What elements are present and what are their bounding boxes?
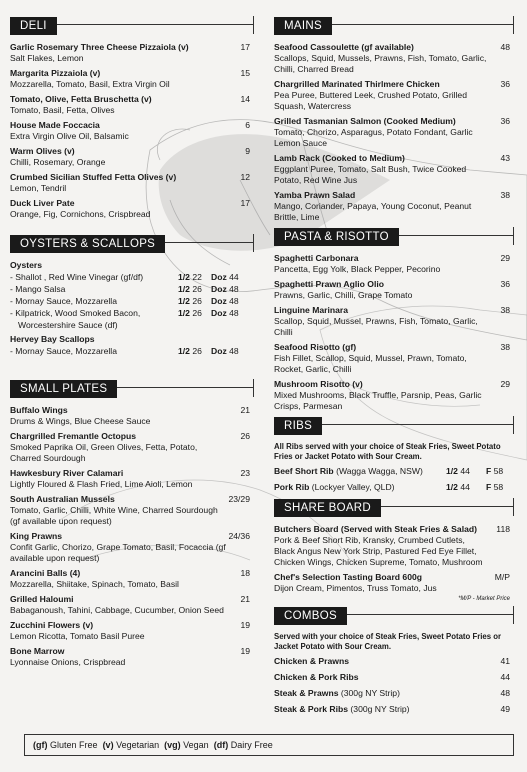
half-dozen-price	[178, 283, 202, 295]
item-description: Prawns, Garlic, Chilli, Grape Tomato	[274, 290, 413, 300]
half-price: 22	[192, 272, 202, 282]
item-description: Orange, Fig, Cornichons, Crispbread	[10, 209, 151, 219]
section-header	[274, 498, 514, 518]
legend-code: (df)	[213, 740, 229, 750]
legend-code: (gf)	[33, 740, 48, 750]
section-header	[10, 16, 254, 36]
menu-item	[10, 494, 254, 527]
half-dozen-price	[178, 307, 202, 319]
mains-section	[274, 16, 514, 223]
item-price: 29	[500, 379, 510, 389]
item-price: 36	[500, 279, 510, 289]
menu-item	[10, 568, 254, 590]
item-name: Tomato, Olive, Fetta Bruschetta (v)	[10, 94, 152, 104]
oyster-row	[10, 271, 254, 283]
item-price: 15	[240, 68, 250, 78]
item-price: 36	[500, 79, 510, 89]
full-rack-price	[486, 482, 503, 493]
rib-title: Beef Short Rib	[274, 466, 334, 476]
item-description: Pancetta, Egg Yolk, Black Pepper, Pecorino	[274, 264, 441, 274]
section-title: OYSTERS & SCALLOPS	[10, 235, 165, 253]
dozen-value: 48	[229, 284, 239, 294]
half-label: 1/2	[178, 346, 190, 356]
item-description: Tomato, Chorizo, Asparagus, Potato Fondant, Garlic Lemon Sauce	[274, 127, 473, 148]
item-name: Hawkesbury River Calamari	[10, 468, 124, 478]
section-title: PASTA & RISOTTO	[274, 228, 399, 246]
half-label: 1/2	[178, 308, 190, 318]
oyster-row	[10, 295, 254, 307]
menu-item	[10, 646, 254, 668]
oysters-section	[10, 234, 254, 357]
item-name: Linguine Marinara	[274, 305, 349, 315]
item-description: Drums & Wings, Blue Cheese Sauce	[10, 416, 151, 426]
left-column	[10, 16, 254, 672]
full-label: F	[486, 466, 492, 476]
item-price: 17	[240, 42, 250, 52]
item-name: Arancini Balls (4)	[10, 568, 81, 578]
dozen-value: 44	[229, 272, 239, 282]
item-name: South Australian Mussels	[10, 494, 115, 504]
item-name: Garlic Rosemary Three Cheese Pizzaiola (v)	[10, 42, 189, 52]
item-description: Mixed Mushrooms, Black Truffle, Parsnip, Peas, Garlic Crisps, Parmesan	[274, 390, 482, 411]
item-description: Lyonnaise Onions, Crispbread	[10, 657, 126, 667]
item-price: M/P	[494, 572, 510, 582]
oysters-subtitle: Oysters	[10, 260, 43, 270]
pasta-section	[274, 227, 514, 412]
item-description: Salt Flakes, Lemon	[10, 53, 84, 63]
scallops-list	[10, 345, 254, 357]
half-label: 1/2	[178, 284, 190, 294]
menu-item	[274, 79, 514, 112]
menu-item	[10, 198, 254, 220]
item-name: Duck Liver Pate	[10, 198, 75, 208]
item-name: Chargrilled Fremantle Octopus	[10, 431, 137, 441]
item-price: 14	[240, 94, 250, 104]
item-price: 17	[240, 198, 250, 208]
rib-name	[274, 482, 395, 492]
section-title: SMALL PLATES	[10, 380, 117, 398]
item-price: 6	[245, 120, 250, 130]
combo-spec: (300g NY Strip)	[340, 688, 400, 698]
item-name: Bone Marrow	[10, 646, 65, 656]
combo-price: 41	[500, 656, 510, 666]
legend-label: Vegan	[183, 740, 209, 750]
menu-item	[10, 120, 254, 142]
item-price: 38	[500, 342, 510, 352]
section-title: DELI	[10, 17, 57, 35]
item-price: 12	[240, 172, 250, 182]
item-description: Mango, Coriander, Papaya, Young Coconut, Peanut Brittle, Lime	[274, 201, 472, 222]
oyster-label: - Shallot , Red Wine Vinegar (gf/df)	[10, 272, 144, 282]
dozen-label: Doz	[211, 296, 227, 306]
dozen-label: Doz	[211, 284, 227, 294]
dietary-legend	[24, 734, 514, 756]
combo-price: 44	[500, 672, 510, 682]
item-price: 48	[500, 42, 510, 52]
half-rack-price	[446, 466, 470, 477]
ribs-list	[274, 466, 514, 493]
dozen-value: 48	[229, 296, 239, 306]
item-price: 36	[500, 116, 510, 126]
menu-item	[10, 594, 254, 616]
mains-list	[274, 42, 514, 223]
item-name: Zucchini Flowers (v)	[10, 620, 94, 630]
section-title: RIBS	[274, 417, 322, 435]
item-description: Mozzarella, Shiitake, Spinach, Tomato, Basil	[10, 579, 179, 589]
item-price: 26	[240, 431, 250, 441]
half-price: 26	[192, 296, 202, 306]
menu-item	[10, 531, 254, 564]
item-name: Lamb Rack (Cooked to Medium)	[274, 153, 405, 163]
deli-list	[10, 42, 254, 220]
combos-note: Served with your choice of Steak Fries, Sweet Potato Fries or Jacket Potato with Sour Cream.	[274, 632, 502, 651]
item-name: Butchers Board (Served with Steak Fries & Salad)	[274, 524, 477, 534]
item-price: 18	[240, 568, 250, 578]
menu-item	[274, 116, 514, 149]
combo-name: Steak & Pork Ribs	[274, 704, 349, 714]
item-name: Buffalo Wings	[10, 405, 68, 415]
dozen-price	[211, 345, 239, 357]
oyster-row-continued	[10, 319, 254, 331]
oyster-row	[10, 307, 254, 319]
dozen-label: Doz	[211, 308, 227, 318]
item-name: Chargrilled Marinated Thirlmere Chicken	[274, 79, 440, 89]
half-label: 1/2	[446, 482, 458, 492]
ribs-section	[274, 416, 514, 493]
half-rack-price	[446, 482, 470, 493]
item-price: 29	[500, 253, 510, 263]
item-description: Scallop, Squid, Mussel, Prawns, Fish, Tomato, Garlic, Chilli	[274, 316, 478, 337]
item-description: Eggplant Puree, Tomato, Salt Bush, Twice Cooked Potato, Red Wine Jus	[274, 164, 467, 185]
menu-item	[10, 620, 254, 642]
rib-title: Pork Rib	[274, 482, 310, 492]
full-price: 58	[493, 466, 504, 476]
item-name: Spaghetti Carbonara	[274, 253, 359, 263]
item-description: Mozzarella, Tomato, Basil, Extra Virgin Oil	[10, 79, 170, 89]
dozen-value: 48	[229, 346, 239, 356]
item-name: Crumbed Sicilian Stuffed Fetta Olives (v)	[10, 172, 177, 182]
deli-section	[10, 16, 254, 220]
item-name: Spaghetti Prawn Aglio Olio	[274, 279, 384, 289]
combo-name: Steak & Prawns	[274, 688, 339, 698]
section-title: MAINS	[274, 17, 332, 35]
legend-label: Vegetarian	[116, 740, 160, 750]
menu-item	[10, 146, 254, 168]
item-price: 43	[500, 153, 510, 163]
item-price: 38	[500, 305, 510, 315]
menu-item	[10, 405, 254, 427]
section-title: COMBOS	[274, 607, 347, 625]
menu-item	[10, 468, 254, 490]
rib-origin: (Wagga Wagga, NSW)	[336, 466, 423, 476]
half-price: 44	[460, 482, 470, 492]
half-dozen-price	[178, 345, 202, 357]
legend-code: (v)	[102, 740, 114, 750]
item-price: 21	[240, 405, 250, 415]
item-description: Tomato, Garlic, Chilli, White Wine, Charred Sourdough (gf available upon request)	[10, 505, 218, 526]
item-name: Grilled Haloumi	[10, 594, 74, 604]
dozen-value: 48	[229, 308, 239, 318]
oyster-row	[10, 345, 254, 357]
item-price: 38	[500, 190, 510, 200]
item-description: Dijon Cream, Pimentos, Truss Tomato, Jus	[274, 583, 437, 593]
oysters-list	[10, 271, 254, 331]
combos-section	[274, 606, 514, 715]
half-label: 1/2	[446, 466, 458, 476]
item-description: Smoked Paprika Oil, Green Olives, Fetta, Potato, Charred Sourdough	[10, 442, 198, 463]
menu-item	[274, 524, 514, 568]
dozen-label: Doz	[211, 272, 227, 282]
oyster-label: - Mornay Sauce, Mozzarella	[10, 346, 117, 356]
menu-item	[274, 190, 514, 223]
oyster-row	[10, 283, 254, 295]
item-description: Tomato, Basil, Fetta, Olives	[10, 105, 115, 115]
item-price: 21	[240, 594, 250, 604]
scallops-subtitle: Hervey Bay Scallops	[10, 334, 95, 344]
right-column	[274, 16, 514, 720]
dozen-label: Doz	[211, 346, 227, 356]
rib-name	[274, 466, 423, 476]
item-name: House Made Foccacia	[10, 120, 100, 130]
item-price: 23	[240, 468, 250, 478]
item-description: Lemon Ricotta, Tomato Basil Puree	[10, 631, 145, 641]
section-title: SHARE BOARD	[274, 499, 381, 517]
item-name: Mushroom Risotto (v)	[274, 379, 363, 389]
legend-label: Dairy Free	[230, 740, 273, 750]
menu-item	[274, 42, 514, 75]
rib-item	[274, 482, 514, 493]
ribs-note: All Ribs served with your choice of Steak Fries, Sweet Potato Fries or Jacket Potato with Sour Cream.	[274, 442, 501, 461]
menu-item	[274, 342, 514, 375]
combo-item	[274, 688, 514, 699]
rib-item	[274, 466, 514, 477]
dozen-price	[211, 271, 239, 283]
item-description: Fish Fillet, Scallop, Squid, Mussel, Prawn, Tomato, Rocket, Garlic, Chilli	[274, 353, 467, 374]
item-description: Lightly Floured & Flash Fried, Lime Aioli, Lemon	[10, 479, 193, 489]
item-description: Pork & Beef Short Rib, Kransky, Crumbed Cutlets, Black Angus New York Strip, Pastured Fed Eye Fillet, Chicken Wings, Chicken Supreme, Tomato, Mushroom	[274, 535, 483, 567]
half-dozen-price	[178, 271, 202, 283]
oyster-label: Worcestershire Sauce (df)	[18, 320, 118, 330]
half-price: 26	[192, 308, 202, 318]
menu-item	[10, 431, 254, 464]
oyster-label: - Mornay Sauce, Mozzarella	[10, 296, 117, 306]
item-name: Seafood Risotto (gf)	[274, 342, 357, 352]
dozen-price	[211, 283, 239, 295]
section-header	[10, 234, 254, 254]
half-price: 26	[192, 284, 202, 294]
section-header	[274, 227, 514, 247]
menu-item	[274, 305, 514, 338]
item-description: Pea Puree, Buttered Leek, Crushed Potato, Grilled Squash, Watercress	[274, 90, 467, 111]
half-label: 1/2	[178, 296, 190, 306]
menu-item	[10, 68, 254, 90]
section-header	[10, 379, 254, 399]
item-price: 23/29	[228, 494, 250, 504]
item-name: Chef's Selection Tasting Board 600g	[274, 572, 423, 582]
pasta-list	[274, 253, 514, 412]
combos-list	[274, 656, 514, 715]
market-price-note: *M/P - Market Price	[458, 596, 510, 602]
legend-label: Gluten Free	[50, 740, 98, 750]
item-name: Margarita Pizzaiola (v)	[10, 68, 101, 78]
item-name: Yamba Prawn Salad	[274, 190, 356, 200]
item-name: Seafood Cassoulette (gf available)	[274, 42, 414, 52]
half-price: 26	[192, 346, 202, 356]
small-plates-list	[10, 405, 254, 668]
menu-item	[10, 94, 254, 116]
menu-item	[274, 572, 514, 594]
share-board-section	[274, 498, 514, 602]
dozen-price	[211, 295, 239, 307]
oyster-label: - Kilpatrick, Wood Smoked Bacon,	[10, 308, 141, 318]
oyster-label: - Mango Salsa	[10, 284, 66, 294]
combo-item	[274, 656, 514, 667]
section-header	[274, 16, 514, 36]
item-price: 19	[240, 646, 250, 656]
dozen-price	[211, 307, 239, 319]
item-name: Warm Olives (v)	[10, 146, 75, 156]
item-description: Confit Garlic, Chorizo, Grape Tomato, Basil, Focaccia (gf available upon request)	[10, 542, 226, 563]
combo-price: 49	[500, 704, 510, 714]
half-price: 44	[460, 466, 470, 476]
item-description: Lemon, Tendril	[10, 183, 67, 193]
item-description: Scallops, Squid, Mussels, Prawns, Fish, Tomato, Garlic, Chilli, Charred Bread	[274, 53, 487, 74]
item-price: 19	[240, 620, 250, 630]
legend-code: (vg)	[164, 740, 181, 750]
item-description: Extra Virgin Olive Oil, Balsamic	[10, 131, 129, 141]
small-plates-section	[10, 379, 254, 668]
item-name: Grilled Tasmanian Salmon (Cooked Medium)	[274, 116, 456, 126]
combo-name: Chicken & Pork Ribs	[274, 672, 359, 682]
combo-spec: (300g NY Strip)	[350, 704, 410, 714]
combo-price: 48	[500, 688, 510, 698]
menu-item	[10, 172, 254, 194]
menu-item	[10, 42, 254, 64]
combo-name: Chicken & Prawns	[274, 656, 349, 666]
combo-item	[274, 704, 514, 715]
full-rack-price	[486, 466, 503, 477]
share-board-list	[274, 524, 514, 594]
menu-item	[274, 153, 514, 186]
item-description: Chilli, Rosemary, Orange	[10, 157, 106, 167]
item-price: 118	[496, 524, 510, 534]
section-header	[274, 416, 514, 436]
item-price: 24/36	[228, 531, 250, 541]
menu-item	[274, 279, 514, 301]
menu-item	[274, 379, 514, 412]
half-dozen-price	[178, 295, 202, 307]
full-label: F	[486, 482, 492, 492]
rib-origin: (Lockyer Valley, QLD)	[311, 482, 395, 492]
menu-item	[274, 253, 514, 275]
half-label: 1/2	[178, 272, 190, 282]
section-header	[274, 606, 514, 626]
item-description: Babaganoush, Tahini, Cabbage, Cucumber, Onion Seed	[10, 605, 224, 615]
item-price: 9	[245, 146, 250, 156]
item-name: King Prawns	[10, 531, 63, 541]
full-price: 58	[493, 482, 504, 492]
combo-item	[274, 672, 514, 683]
